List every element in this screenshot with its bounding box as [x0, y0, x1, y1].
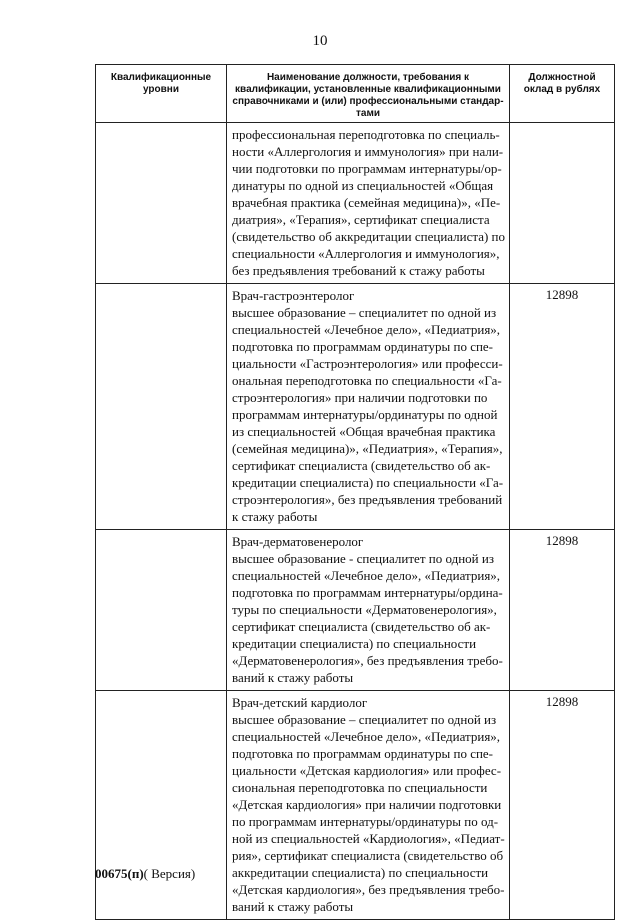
requirement-line: чии подготовки по программам интернатуры/ор- — [232, 161, 502, 176]
requirement-line: строэнтерология», без предъявления требований — [232, 492, 503, 507]
requirement-line: подготовка по программам интернатуры/ордина- — [232, 585, 503, 600]
page-number: 10 — [312, 33, 328, 49]
requirement-line: по программам интернатуры/ординатуры по од- — [232, 814, 499, 829]
requirement-line: подготовка по программам ординатуры по спе- — [232, 339, 494, 354]
requirement-line: ональная переподготовка по специальности «Га- — [232, 373, 502, 388]
table-row — [96, 691, 615, 920]
requirement-line: диатрия», «Терапия», сертификат специалиста — [232, 212, 490, 227]
requirement-line: ваний к стажу работы — [232, 670, 354, 685]
document-version: ( Версия) — [143, 866, 196, 881]
salary-cell: 12898 — [510, 530, 615, 691]
requirement-line: туры по специальности «Дерматовенерология», — [232, 602, 497, 617]
header-salary: Должностной оклад в рублях — [510, 65, 615, 123]
requirement-line: специальностей «Лечебное дело», «Педиатрия», — [232, 568, 501, 583]
table-row — [96, 123, 615, 284]
qualification-level-cell — [96, 284, 227, 530]
document-footer — [95, 866, 195, 882]
requirement-line: специальностей «Лечебное дело», «Педиатрия», — [232, 322, 501, 337]
requirement-line: (свидетельство об аккредитации специалиста) по — [232, 229, 506, 244]
requirement-line: ной из специальностей «Кардиология», «Педиат- — [232, 831, 505, 846]
salary-cell: 12898 — [510, 284, 615, 530]
requirement-line: высшее образование – специалитет по одной из — [232, 712, 497, 727]
requirement-line: рия», сертификат специалиста (свидетельство об — [232, 848, 504, 863]
header-position-requirements: Наименование должности, требования к квалификации, установленные квалификационными справочниками и (или) профессиональными стандар-тами — [227, 65, 510, 123]
salary-cell: 12898 — [510, 691, 615, 920]
requirement-line: программам интернатуры/ординатуры по одной — [232, 407, 498, 422]
requirement-line: динатуры по одной из специальностей «Общая — [232, 178, 494, 193]
position-requirements-cell — [227, 691, 510, 920]
requirement-line: «Детская кардиология», без предъявления требо- — [232, 882, 505, 897]
requirement-line: сиональная переподготовка по специальности — [232, 780, 488, 795]
requirement-line: без предъявления требований к стажу работы — [232, 263, 485, 278]
requirement-line: «Дерматовенерология», без предъявления требо- — [232, 653, 503, 668]
requirement-line: ности «Аллергология и иммунология» при нали- — [232, 144, 504, 159]
position-requirements-cell — [227, 123, 510, 284]
requirement-line: ваний к стажу работы — [232, 899, 354, 914]
requirement-line: врачебная практика (семейная медицина)», «Пе- — [232, 195, 501, 210]
requirement-line: высшее образование - специалитет по одной из — [232, 551, 494, 566]
position-title: Врач-гастроэнтеролог — [232, 288, 355, 303]
qualification-level-cell — [96, 530, 227, 691]
requirement-line: «Детская кардиология» при наличии подготовки — [232, 797, 502, 812]
position-title: Врач-детский кардиолог — [232, 695, 368, 710]
qualification-level-cell — [96, 123, 227, 284]
requirement-line: циальности «Гастроэнтерология» или професси- — [232, 356, 503, 371]
salary-cell — [510, 123, 615, 284]
requirement-line: строэнтерология» при наличии подготовки по — [232, 390, 488, 405]
requirement-line: профессиональная переподготовка по специаль- — [232, 127, 500, 142]
requirement-line: специальностей «Лечебное дело», «Педиатрия», — [232, 729, 501, 744]
qualification-level-cell — [96, 691, 227, 920]
requirement-line: сертификат специалиста (свидетельство об ак- — [232, 458, 491, 473]
document-code: 00675(п) — [95, 866, 144, 881]
requirement-line: к стажу работы — [232, 509, 318, 524]
requirement-line: подготовка по программам ординатуры по спе- — [232, 746, 494, 761]
table-header-row — [96, 65, 615, 123]
requirement-line: кредитации специалиста) по специальности — [232, 636, 477, 651]
requirement-line: циальности «Детская кардиология» или профес- — [232, 763, 502, 778]
table-row — [96, 530, 615, 691]
requirement-line: сертификат специалиста (свидетельство об ак- — [232, 619, 491, 634]
requirement-line: аккредитации специалиста) по специальности — [232, 865, 489, 880]
position-title: Врач-дерматовенеролог — [232, 534, 364, 549]
requirement-line: специальности «Аллергология и иммунология», — [232, 246, 500, 261]
position-requirements-cell — [227, 284, 510, 530]
header-qualification-levels: Квалификационные уровни — [96, 65, 227, 123]
requirement-line: из специальностей «Общая врачебная практика — [232, 424, 496, 439]
requirement-line: кредитации специалиста) по специальности «Га- — [232, 475, 504, 490]
position-requirements-cell — [227, 530, 510, 691]
table-row — [96, 284, 615, 530]
requirement-line: (семейная медицина)», «Педиатрия», «Терапия», — [232, 441, 503, 456]
requirement-line: высшее образование – специалитет по одной из — [232, 305, 497, 320]
salary-table — [95, 64, 615, 920]
